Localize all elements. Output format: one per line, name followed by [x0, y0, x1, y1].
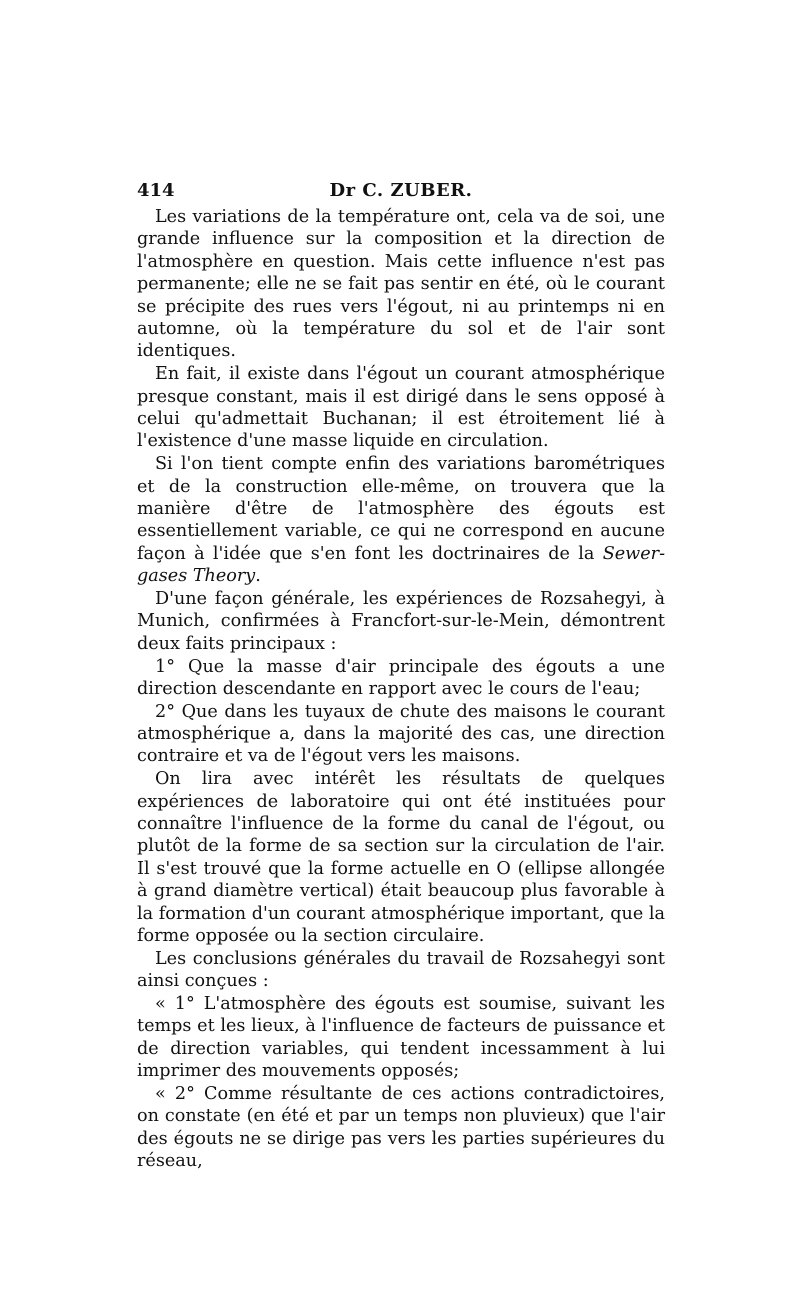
paragraph-conclusions: Les conclusions générales du travail de Rozsahegyi sont ainsi conçues : — [137, 948, 665, 992]
paragraph-temperature: Les variations de la température ont, cela va de soi, une grande influence sur la composition et la direction de l'atmosphère en question. Mais cette influence n'est pas permanente; elle ne se fait pas sentir en été, où le courant se précipite des rues vers l'égout, ni au printemps ni en automne, où la température du sol et de l'air sont identiques. — [137, 207, 665, 362]
paragraph-laboratoire: On lira avec intérêt les résultats de quelques expériences de laboratoire qui ont été instituées pour connaître l'influence de la forme du canal de l'égout, ou plutôt de la forme de sa section sur la circulation de l'air. Il s'est trouvé que la forme actuelle en O (ellipse allongée à grand diamètre vertical) était beaucoup plus favorable à la formation d'un courant atmosphérique important, que la forme opposée ou la section circulaire. — [137, 769, 665, 947]
page-number: 414 — [137, 180, 175, 201]
paragraph-point-2: 2° Que dans les tuyaux de chute des maisons le courant atmosphérique a, dans la majorité des cas, une direction contraire et va de l'égout vers les maisons. — [137, 701, 665, 767]
paragraph-courant: En fait, il existe dans l'égout un courant atmosphérique presque constant, mais il est dirigé dans le sens opposé à celui qu'admettait Buchanan; il est étroitement lié à l'existence d'une masse liquide en circulation. — [137, 364, 665, 452]
paragraph-barometriques-text: Si l'on tient compte enfin des variations barométriques et de la construction elle-même, on trouvera que la manière d'être de l'atmosphère des égouts est essentiellement variable, ce qui ne correspond en aucune façon à l'idée que s'en font les doctrinaires de la — [137, 454, 665, 564]
sewer-gases-theory: Sewer-gases Theory — [137, 543, 666, 587]
paragraph-faits-principaux: D'une façon générale, les expériences de Rozsahegyi, à Munich, confirmées à Francfort-sur-le-Mein, démontrent deux faits principaux : — [137, 588, 665, 654]
running-head: Dr C. ZUBER. — [329, 180, 473, 201]
page-body — [137, 206, 665, 1173]
paragraph-quote-2: « 2° Comme résultante de ces actions contradictoires, on constate (en été et par un temps non pluvieux) que l'air des égouts ne se dirige pas vers les parties supérieures du réseau, — [137, 1083, 665, 1172]
paragraph-quote-1: « 1° L'atmosphère des égouts est soumise, suivant les temps et les lieux, à l'influence de facteurs de puissance et de direction variables, qui tendent incessamment à lui imprimer des mouvements opposés; — [137, 993, 665, 1082]
paragraph-point-1: 1° Que la masse d'air principale des égouts a une direction descendante en rapport avec le cours de l'eau; — [137, 656, 665, 699]
paragraph-barometriques-end: . — [255, 566, 261, 587]
paragraph-barometriques — [137, 453, 665, 587]
page-header — [137, 180, 665, 202]
